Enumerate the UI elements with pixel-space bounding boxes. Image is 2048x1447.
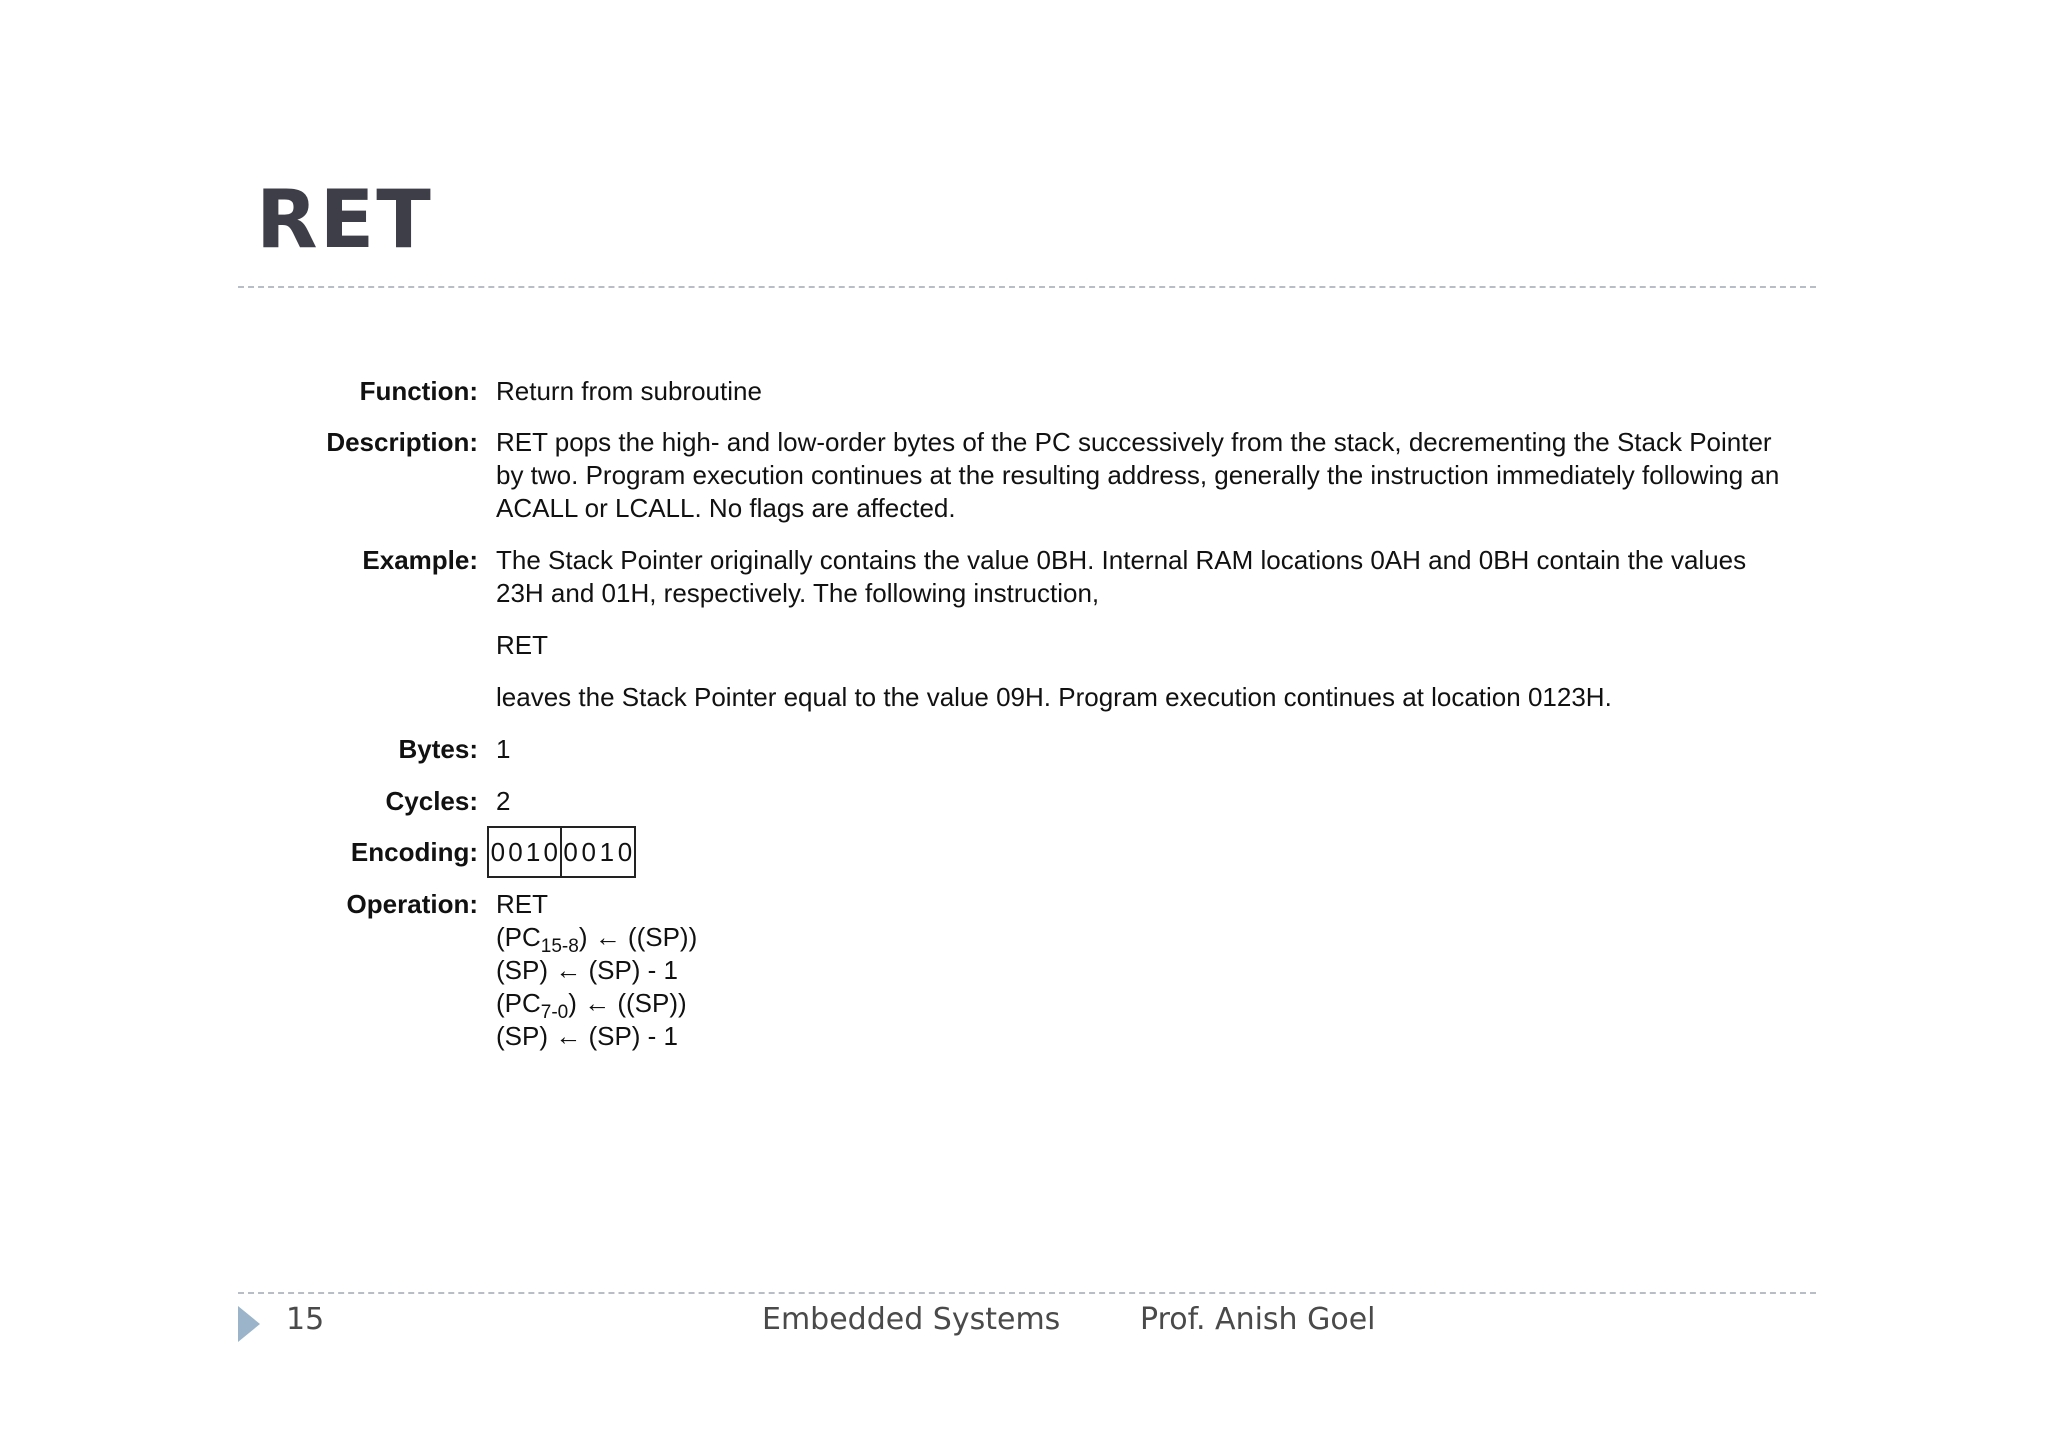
encoding-label: Encoding:	[350, 837, 478, 867]
encoding-bit: 0	[508, 836, 523, 867]
operation-subscript: 7-0	[540, 1002, 569, 1023]
page-number: 15	[286, 1302, 325, 1337]
footer-course: Embedded Systems	[762, 1302, 1061, 1337]
operation-label: Operation:	[346, 889, 478, 919]
operation-part: ) ← ((SP))	[568, 988, 687, 1018]
description-line: ACALL or LCALL. No flags are affected.	[496, 493, 956, 523]
operation-line: (SP) ← (SP) - 1	[496, 955, 679, 985]
description-label: Description:	[326, 427, 478, 457]
example-line: 23H and 01H, respectively. The following instruction,	[496, 578, 1100, 608]
bytes-value: 1	[496, 734, 511, 764]
description-text	[496, 426, 1826, 525]
operation-part: (PC	[496, 988, 541, 1018]
operation-line	[496, 987, 1826, 1023]
function-value: Return from subroutine	[496, 376, 762, 406]
description-line: by two. Program execution continues at the resulting address, generally the instruction immediately following an	[496, 460, 1780, 490]
encoding-bit: 0	[490, 836, 506, 867]
encoding-bit: 0	[563, 836, 578, 867]
operation-part: (PC	[496, 922, 541, 952]
example-line: The Stack Pointer originally contains the value 0BH. Internal RAM locations 0AH and 0BH contain the values	[496, 545, 1747, 575]
encoding-bit: 0	[617, 836, 633, 867]
encoding-bit: 0	[543, 836, 558, 867]
example-label: Example:	[362, 545, 478, 575]
operation-line: RET	[496, 889, 548, 919]
slide-title: RET	[256, 173, 433, 266]
operation-line	[496, 921, 1826, 957]
encoding-table	[487, 826, 636, 878]
function-label: Function:	[359, 376, 478, 406]
operation-text	[496, 888, 1826, 1053]
description-line: RET pops the high- and low-order bytes of the PC successively from the stack, decrementing the Stack Pointer	[496, 427, 1772, 457]
cycles-label: Cycles:	[385, 786, 478, 816]
encoding-bit: 1	[599, 836, 615, 867]
example-code: RET	[496, 630, 548, 660]
encoding-low-nibble	[560, 826, 637, 878]
operation-subscript: 15-8	[540, 936, 579, 957]
cycles-value: 2	[496, 786, 511, 816]
title-divider	[238, 286, 1816, 288]
encoding-bit: 0	[581, 836, 596, 867]
footer-author: Prof. Anish Goel	[1140, 1302, 1376, 1337]
example-result: leaves the Stack Pointer equal to the value 09H. Program execution continues at location 0123H.	[496, 682, 1612, 712]
footer-divider	[238, 1292, 1816, 1294]
example-text	[496, 544, 1826, 610]
triangle-bullet-icon	[238, 1306, 260, 1342]
operation-line: (SP) ← (SP) - 1	[496, 1021, 679, 1051]
bytes-label: Bytes:	[398, 734, 478, 764]
encoding-bit: 1	[525, 836, 541, 867]
encoding-high-nibble	[487, 826, 562, 878]
operation-part: ) ← ((SP))	[578, 922, 698, 952]
